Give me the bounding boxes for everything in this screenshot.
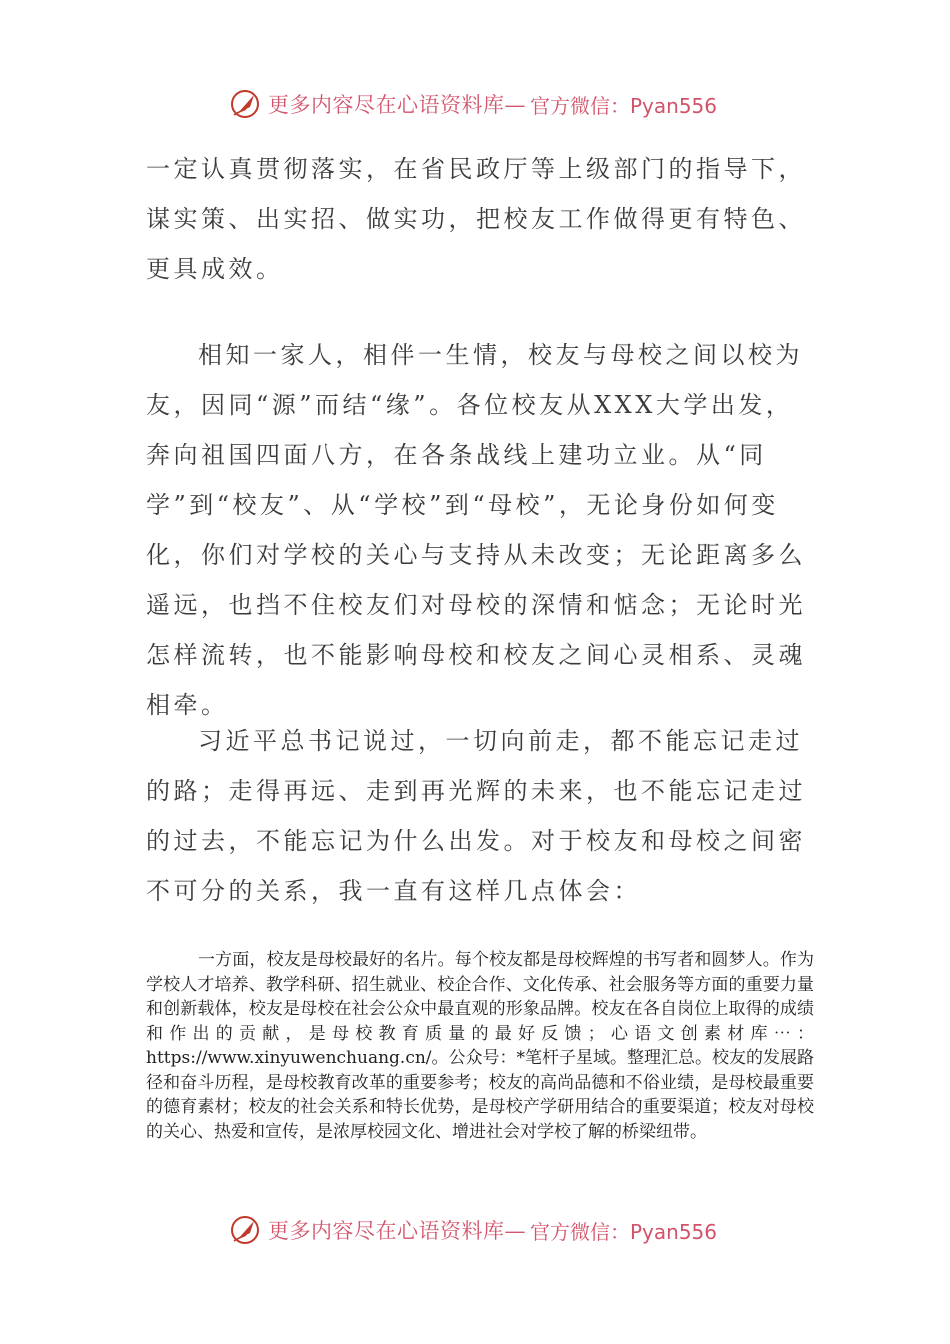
paragraph-1: 一定认真贯彻落实，在省民政厅等上级部门的指导下，谋实策、出实招、做实功，把校友工作做得更有特色、更具成效。: [146, 155, 806, 283]
paragraph-3: 习近平总书记说过，一切向前走，都不能忘记走过的路；走得再远、走到再光辉的未来，也不能忘记走过的过去，不能忘记为什么出发。对于校友和母校之间密不可分的关系，我一直有这样几点体会：: [146, 727, 806, 905]
banner-brand-text: 更多内容尽在心语资料库—: [268, 93, 526, 117]
banner-brand-text: 更多内容尽在心语资料库—: [268, 1219, 526, 1243]
paragraph-4: 一方面，校友是母校最好的名片。每个校友都是母校辉煌的书写者和圆梦人。作为学校人才培养、教学科研、招生就业、校企合作、文化传承、社会服务等方面的重要力量和创新载体，校友是母校在社会公众中最直观的形象品牌。校友在各自岗位上取得的成绩和作出的贡献，是母校教育质量的最好反馈；心语文创素材库⋯：https://www.xinyuwenchuang.cn/。公众号：*笔杆子星域。整理汇总。校友的发展路径和奋斗历程，是母校教育改革的重要参考；校友的高尚品德和不俗业绩，是母校最重要的德育素材；校友的社会关系和特长优势，是母校产学研用结合的重要渠道；校友对母校的关心、热爱和宣传，是浓厚校园文化、增进社会对学校了解的桥梁纽带。: [146, 950, 815, 1142]
quill-logo-icon: [228, 87, 262, 121]
paragraph-2: 相知一家人，相伴一生情，校友与母校之间以校为友，因同“源”而结“缘”。各位校友从XXX大学出发，奔向祖国四面八方，在各条战线上建功立业。从“同学”到“校友”、从“学校”到“母校”，无论身份如何变化，你们对学校的关心与支持从未改变；无论距离多么遥远，也挡不住校友们对母校的深情和惦念；无论时光怎样流转，也不能影响母校和校友之间心灵相系、灵魂相牵。: [146, 341, 806, 719]
footer-banner: [228, 1210, 717, 1250]
banner-contact-text: 官方微信：Pyan556: [530, 93, 718, 118]
banner-contact-text: 官方微信：Pyan556: [530, 1219, 718, 1244]
quill-logo-icon: [228, 1213, 262, 1247]
header-banner: [228, 84, 717, 124]
